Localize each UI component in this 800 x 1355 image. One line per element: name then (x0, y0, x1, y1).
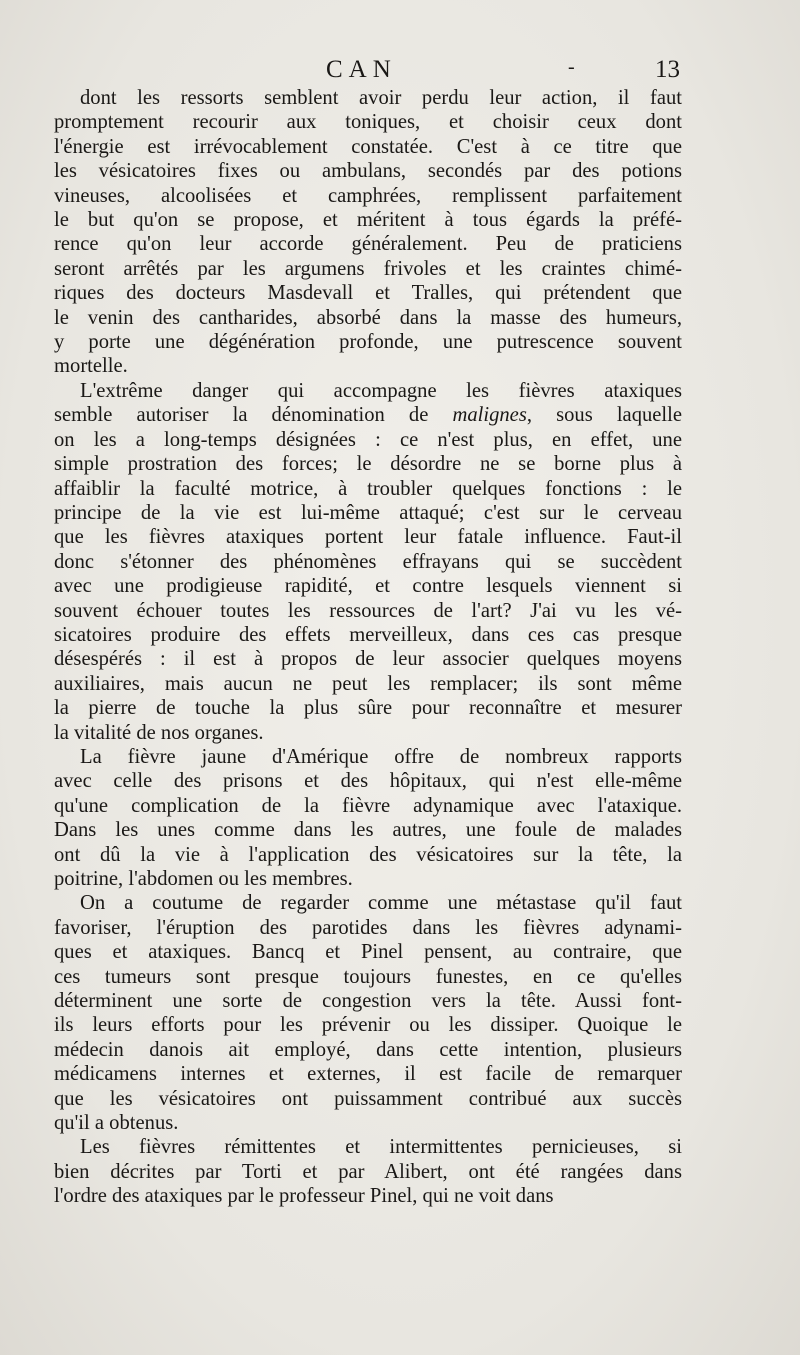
page-number: 13 (655, 56, 680, 83)
paragraph (54, 891, 682, 1135)
text-line: désespérés : il est à propos de leur associer quelques moyens (54, 648, 682, 671)
text-line: l'ordre des ataxiques par le professeur Pinel, qui ne voit dans (54, 1185, 554, 1208)
header-mark: - (568, 56, 575, 78)
text-line: avec une prodigieuse rapidité, et contre lesquels viennent si (54, 575, 682, 598)
text-line: seront arrêtés par les argumens frivoles et les craintes chimé- (54, 257, 682, 280)
text-line: vineuses, alcoolisées et camphrées, remplissent parfaitement (54, 184, 682, 207)
text-line: qu'une complication de la fièvre adynamique avec l'ataxique. (54, 794, 682, 817)
text-line: Les fièvres rémittentes et intermittentes pernicieuses, si (80, 1136, 682, 1159)
text-line: les vésicatoires fixes ou ambulans, secondés par des potions (54, 160, 682, 183)
text-line: promptement recourir aux toniques, et choisir ceux dont (54, 111, 682, 134)
text-line: auxiliaires, mais aucun ne peut les remplacer; ils sont même (54, 672, 682, 695)
text-line: ces tumeurs sont presque toujours funestes, en ce qu'elles (54, 965, 682, 988)
paragraph (54, 379, 682, 745)
text-line: qu'il a obtenus. (54, 1112, 179, 1135)
text-line: ques et ataxiques. Bancq et Pinel pensent, au contraire, que (54, 941, 682, 964)
text-line: dont les ressorts semblent avoir perdu leur action, il faut (80, 87, 682, 109)
text-line: on les a long-temps désignées : ce n'est plus, en effet, une (54, 428, 682, 451)
paragraph (54, 1135, 682, 1208)
text-line: On a coutume de regarder comme une métastase qu'il faut (80, 892, 682, 915)
text-line: que les fièvres ataxiques portent leur fatale influence. Faut-il (54, 526, 682, 549)
running-head: CAN (326, 56, 397, 83)
paragraph (54, 86, 682, 379)
text-line: avec celle des prisons et des hôpitaux, qui n'est elle-même (54, 770, 682, 793)
text-line: l'énergie est irrévocablement constatée. C'est à ce titre que (54, 135, 682, 158)
body-text (54, 86, 682, 1209)
text-line: la pierre de touche la plus sûre pour reconnaître et mesurer (54, 697, 682, 720)
text-line: ils leurs efforts pour les prévenir ou les dissiper. Quoique le (54, 1014, 682, 1037)
text-line: mortelle. (54, 355, 128, 378)
text-line: poitrine, l'abdomen ou les membres. (54, 868, 353, 890)
text-line: le venin des cantharides, absorbé dans la masse des humeurs, (54, 306, 682, 329)
text-line: médicamens internes et externes, il est facile de remarquer (54, 1063, 682, 1086)
text-line: le but qu'on se propose, et méritent à tous égards la préfé- (54, 209, 682, 232)
text-line: L'extrême danger qui accompagne les fièvres ataxiques (80, 379, 682, 402)
text-line: médecin danois ait employé, dans cette intention, plusieurs (54, 1038, 682, 1061)
text-line: principe de la vie est lui-même attaqué; c'est sur le cerveau (54, 501, 682, 524)
text-line: Dans les unes comme dans les autres, une foule de malades (54, 819, 682, 842)
text-line: donc s'étonner des phénomènes effrayans qui se succèdent (54, 550, 682, 573)
paragraph (54, 745, 682, 891)
text-line: déterminent une sorte de congestion vers la tête. Aussi font- (54, 990, 682, 1013)
text-line: favoriser, l'éruption des parotides dans les fièvres adynami- (54, 916, 682, 939)
text-line: La fièvre jaune d'Amérique offre de nombreux rapports (80, 745, 682, 768)
text-line: simple prostration des forces; le désordre ne se borne plus à (54, 453, 682, 476)
text-line: sicatoires produire des effets merveilleux, dans ces cas presque (54, 623, 682, 646)
text-line: la vitalité de nos organes. (54, 721, 264, 744)
text-line: rence qu'on leur accorde généralement. Peu de praticiens (54, 233, 682, 256)
text-line: bien décrites par Torti et par Alibert, ont été rangées dans (54, 1160, 682, 1183)
text-line: semble autoriser la dénomination de malignes, sous laquelle (54, 404, 683, 427)
text-line: que les vésicatoires ont puissamment contribué aux succès (54, 1087, 682, 1110)
text-line: affaiblir la faculté motrice, à troubler quelques fonctions : le (54, 477, 682, 500)
text-line: ont dû la vie à l'application des vésicatoires sur la tête, la (54, 843, 682, 866)
text-line: souvent échouer toutes les ressources de l'art? J'ai vu les vé- (54, 599, 682, 622)
page-header (56, 56, 680, 90)
text-line: riques des docteurs Masdevall et Tralles, qui prétendent que (54, 282, 682, 305)
text-line: y porte une dégénération profonde, une putrescence souvent (54, 331, 682, 354)
